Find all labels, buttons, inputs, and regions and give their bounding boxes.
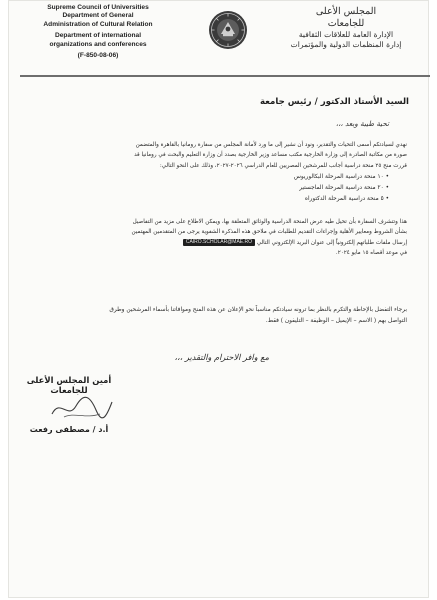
email-address: CAIRO.SCHOLAR@MAE.RO bbox=[183, 239, 255, 246]
header-english-block bbox=[24, 4, 172, 60]
paragraph-2-line: بشأن الشروط ومعايير الأهلية وإجراءات التقديم للطلبات في ملاحق هذه المذكرة الشفوية يرجى من المتقدمين المهتمين bbox=[131, 229, 407, 236]
paragraph-1 bbox=[15, 140, 407, 171]
signature-title: أمين المجلس الأعلى للجامعات bbox=[26, 375, 112, 395]
paragraph-3 bbox=[15, 305, 407, 327]
paragraph-3-line: التواصل بهم ( الاسم – الإيميل – الوظيفة – التليفون ) فقط. bbox=[265, 318, 407, 324]
greeting-line: تحية طيبة وبعد ،،، bbox=[335, 119, 389, 128]
header-en-line-5: organizations and conferences bbox=[49, 40, 147, 48]
handwritten-signature bbox=[46, 390, 116, 424]
header-ar-line-4: إدارة المنظمات الدولية والمؤتمرات bbox=[290, 40, 402, 50]
header-en-reference: (F-850-08-06) bbox=[77, 52, 119, 60]
closing-line: مع وافر الاحترام والتقدير ،،، bbox=[174, 352, 269, 362]
list-item: • ١٠ منحة دراسية المرحلة البكالوريوس bbox=[293, 174, 389, 180]
list-item: • ٥ منحة دراسية المرحلة الدكتوراه bbox=[304, 195, 389, 202]
header-arabic-block bbox=[277, 6, 415, 51]
header-en-line-4: Department of international bbox=[54, 32, 142, 40]
header-ar-line-2: للجامعات bbox=[327, 18, 365, 29]
header-ar-line-3: الإدارة العامة للعلاقات الثقافية bbox=[298, 30, 394, 39]
paragraph-2-line: إرسال ملفات طلباتهم إلكترونياً إلى عنوان البريد الإلكتروني التالي CAIRO.SCHOLAR@MAE.RO bbox=[15, 238, 407, 248]
list-item: • ٢٠ منحة دراسية المرحلة الماجستير bbox=[299, 184, 389, 191]
council-emblem-icon bbox=[208, 10, 248, 50]
paragraph-2 bbox=[15, 217, 407, 259]
paragraph-1-line: نهدي لسيادتكم أسمى التحيات والتقدير، ونود أن نشير إلى ما ورد لأمانة المجلس من سفارة رومانيا بالقاهرة والمتضمن bbox=[135, 142, 407, 148]
paragraph-3-line: برجاء التفضل بالإحاطة والتكرم بالنظر بما ترونه سيادتكم مناسباً نحو الإعلان عن هذه المنح وموافاتنا بأسماء المرشحين وطرق bbox=[109, 307, 407, 313]
header-en-line-3: Administration of Cultural Relation bbox=[43, 20, 153, 28]
paragraph-2-line: هذا وتتشرف السفارة بأن تحيل طيه عرض المنحة الدراسية والوثائق المتعلقة بها، ويمكن الاطلاع على مزيد من التفاصيل bbox=[132, 219, 407, 225]
header-en-line-1: Supreme Council of Universities bbox=[47, 4, 149, 11]
header-ar-line-1: المجلس الأعلى bbox=[315, 6, 377, 17]
paragraph-1-line: صورة من مكاتبة الصادرة إلى وزارة الخارجية مكتب مساعد وزير الخارجية بصدد أن وزارة التعليم والبحث في رومانيا قد bbox=[134, 152, 407, 159]
paragraph-1-line: قررت منح ٢٥ منحة دراسية أجانب للمرشحين المصريين للعام الدراسي ٢٠٢٦-٢٠٢٧، وذلك على النحو التالي: bbox=[159, 162, 407, 169]
header-en-line-2: Department of General bbox=[62, 12, 134, 20]
signature-name: أ.د / مصطفى رفعت bbox=[29, 425, 109, 434]
letter-sheet bbox=[8, 0, 429, 598]
addressee-line: السيد الأستاذ الدكتور / رئيس جامعة bbox=[259, 97, 409, 107]
scholarship-list bbox=[294, 172, 389, 204]
deadline-line: في موعد أقصاه ١٥ مايو ٢٠٢٤. bbox=[335, 250, 407, 257]
header-divider bbox=[20, 75, 430, 77]
